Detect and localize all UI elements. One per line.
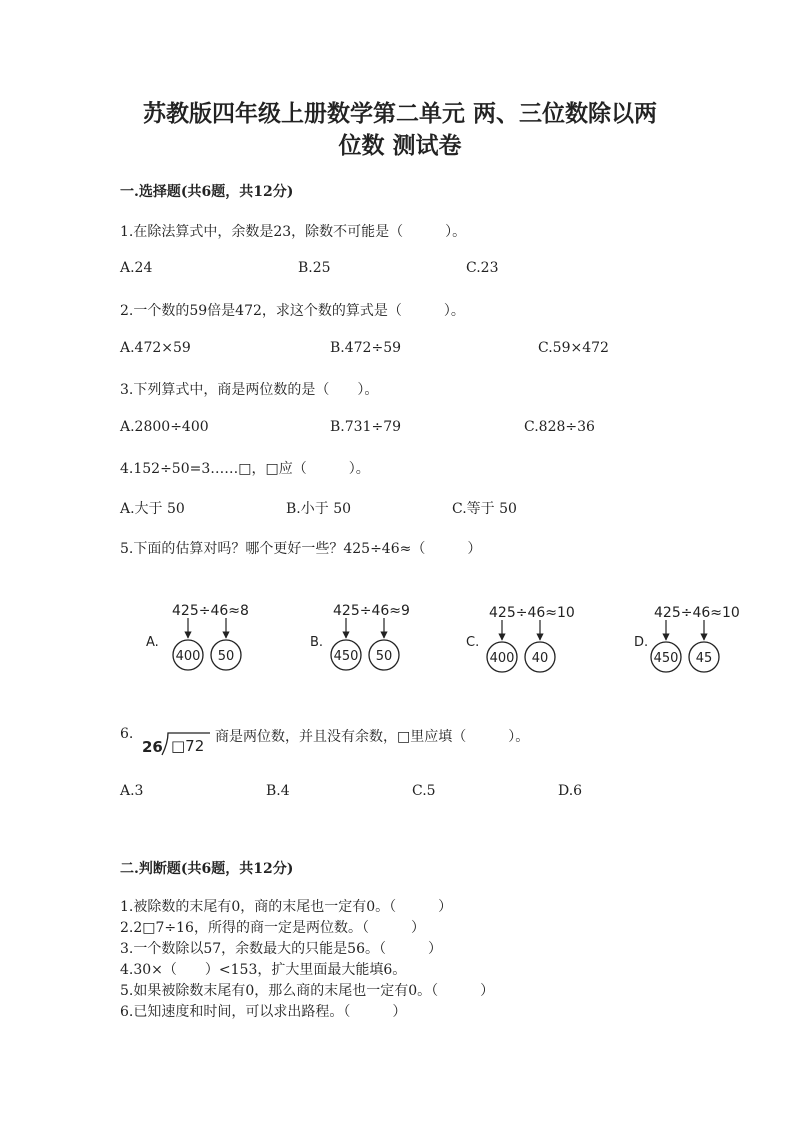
figure-c-left-value: 400 <box>489 651 515 666</box>
question-2-option-c: C.59×472 <box>538 340 609 356</box>
true-false-list <box>120 897 494 1023</box>
question-1-option-b: B.25 <box>298 260 331 276</box>
true-false-item-4: 4.30×（ ）<153，扩大里面最大能填6。 <box>120 962 407 978</box>
question-2-option-b: B.472÷59 <box>330 340 402 356</box>
figure-a-left-value: 400 <box>175 649 201 664</box>
question-6-long-division <box>140 727 212 757</box>
question-4-option-a: A.大于 50 <box>120 501 185 517</box>
question-6-option-c: C.5 <box>412 783 436 799</box>
section1-heading: 一.选择题(共6题，共12分) <box>120 184 294 200</box>
true-false-item-2: 2.2□7÷16，所得的商一定是两位数。（ ） <box>120 920 425 936</box>
figure-b-label: B. <box>310 635 324 650</box>
question-2-option-a: A.472×59 <box>120 340 191 356</box>
figure-c-label: C. <box>466 635 480 650</box>
question-2-text: 2.一个数的59倍是472，求这个数的算式是（ ）。 <box>120 303 465 319</box>
figure-d-left-value: 450 <box>653 651 679 666</box>
figure-d-right-value: 45 <box>695 651 713 666</box>
figure-c-expression: 425÷46≈10 <box>489 605 575 621</box>
question-3-option-b: B.731÷79 <box>330 419 402 435</box>
true-false-item-5: 5.如果被除数末尾有0，那么商的末尾也一定有0。（ ） <box>120 983 495 999</box>
question-3-text: 3.下列算式中，商是两位数的是（ ）。 <box>120 382 379 398</box>
true-false-item-6: 6.已知速度和时间，可以求出路程。（ ） <box>120 1004 407 1020</box>
figure-a <box>146 603 249 670</box>
section2-heading: 二.判断题(共6题，共12分) <box>120 861 294 877</box>
figure-b-left-value: 450 <box>333 649 359 664</box>
figure-c-right-value: 40 <box>531 651 549 666</box>
question-6-text: 商是两位数，并且没有余数，□里应填（ ）。 <box>215 729 530 745</box>
question-4-text: 4.152÷50=3……□，□应（ ）。 <box>120 461 370 477</box>
true-false-item-1: 1.被除数的末尾有0，商的末尾也一定有0。（ ） <box>120 899 453 915</box>
page-title-line1: 苏教版四年级上册数学第二单元 两、三位数除以两 <box>142 100 657 127</box>
figure-a-label: A. <box>146 635 159 650</box>
question-3-option-c: C.828÷36 <box>524 419 595 435</box>
question-4-option-b: B.小于 50 <box>286 501 352 517</box>
q6-divisor: 26 <box>142 738 163 756</box>
question-3-option-a: A.2800÷400 <box>120 419 209 435</box>
figure-d-label: D. <box>634 635 649 650</box>
figure-c <box>466 605 575 672</box>
question-5-text: 5.下面的估算对吗？哪个更好一些？425÷46≈（ ） <box>120 541 482 557</box>
page-title-line2: 位数 测试卷 <box>338 132 462 159</box>
figure-b-expression: 425÷46≈9 <box>333 603 410 619</box>
true-false-item-3: 3.一个数除以57，余数最大的只能是56。（ ） <box>120 941 442 957</box>
question-6-option-d: D.6 <box>558 783 583 799</box>
figure-d <box>634 605 740 672</box>
figure-b <box>310 603 410 670</box>
question-1-option-a: A.24 <box>120 260 153 276</box>
question-1-option-c: C.23 <box>466 260 499 276</box>
q6-dividend: □72 <box>171 737 205 755</box>
question-6-option-a: A.3 <box>120 783 144 799</box>
question-1-text: 1.在除法算式中，余数是23，除数不可能是（ ）。 <box>120 224 467 240</box>
figure-d-expression: 425÷46≈10 <box>654 605 740 621</box>
question-6-number: 6. <box>120 726 134 742</box>
figure-a-right-value: 50 <box>217 649 235 664</box>
question-6-option-b: B.4 <box>266 783 290 799</box>
figure-b-right-value: 50 <box>375 649 393 664</box>
question-5-estimation-figures <box>140 596 760 676</box>
question-4-option-c: C.等于 50 <box>452 501 517 517</box>
figure-a-expression: 425÷46≈8 <box>172 603 249 619</box>
